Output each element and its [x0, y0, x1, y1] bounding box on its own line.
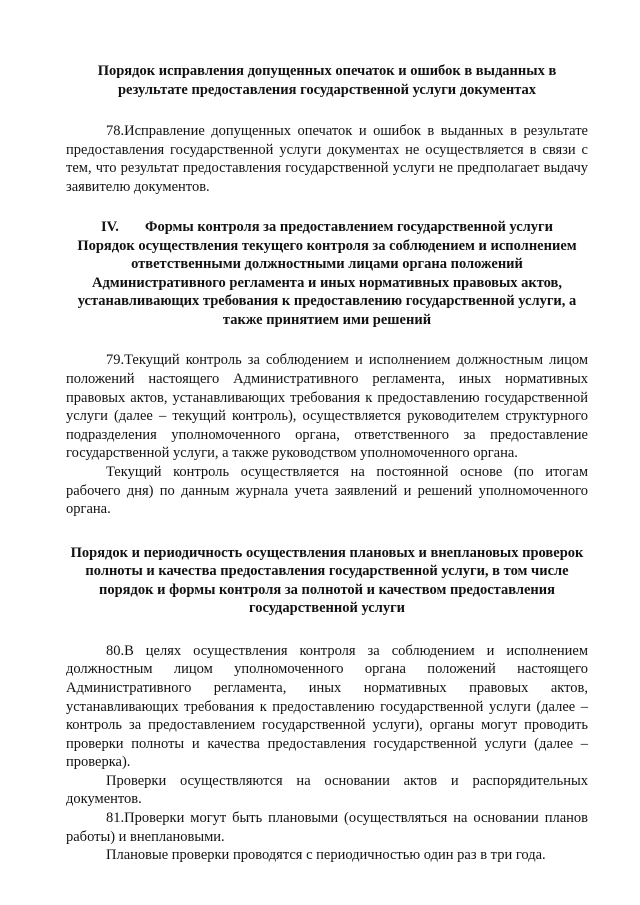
document-page: [66, 62, 588, 865]
paragraph-81: 81.Проверки могут быть плановыми (осуществляться на основании планов работы) и внеплановыми.: [66, 810, 588, 845]
section-iv-subtitle: Порядок осуществления текущего контроля за соблюдением и исполнением ответственными должностными лицами органа положений Административного регламента и иных нормативных правовых актов, устанавливающих требования к предоставлению государственной услуги, а также принятием ими решений: [77, 237, 577, 328]
section-iv: [66, 218, 588, 329]
section-iv-title-line: [66, 218, 588, 237]
paragraph-81-continued: Плановые проверки проводятся с периодичностью один раз в три года.: [106, 847, 546, 864]
paragraph-79: 79.Текущий контроль за соблюдением и исполнением должностным лицом положений настоящего Административного регламента, иных нормативных правовых актов, устанавливающих требования к предоставлению государственной услуги (далее – текущий контроль), осуществляется руководителем структурного подразделения уполномоченного органа, ответственного за предоставление государственной услуги, а также руководством уполномоченного органа.: [66, 352, 588, 462]
paragraph-80: 80.В целях осуществления контроля за соблюдением и исполнением должностным лицом уполномоченного органа положений настоящего Административного регламента, иных нормативных правовых актов, устанавливающих требования к предоставлению государственной услуги (далее – контроль за предоставлением государственной услуги), органы могут проводить проверки полноты и качества предоставления государственной услуги (далее – проверка).: [66, 642, 588, 771]
heading-correction-of-errors: Порядок исправления допущенных опечаток и ошибок в выданных в результате предоставления государственной услуги документах: [97, 63, 557, 98]
section-iv-number: IV.: [101, 219, 119, 236]
paragraph-80-continued: Проверки осуществляются на основании актов и распорядительных документов.: [66, 772, 588, 808]
paragraph-78: 78.Исправление допущенных опечаток и ошибок в выданных в результате предоставления государственной услуги документах не осуществляется в связи с тем, что результат предоставления государственной услуги не предполагает выдачу заявителю документов.: [66, 123, 588, 195]
heading-inspection-procedure: Порядок и периодичность осуществления плановых и внеплановых проверок полноты и качества предоставления государственной услуги, в том числе порядок и формы контроля за полнотой и качеством предоставления государственной услуги: [70, 544, 584, 617]
section-iv-title: Формы контроля за предоставлением государственной услуги: [145, 219, 553, 236]
paragraph-79-continued: Текущий контроль осуществляется на постоянной основе (по итогам рабочего дня) по данным журнала учета заявлений и решений уполномоченного органа.: [66, 463, 588, 518]
